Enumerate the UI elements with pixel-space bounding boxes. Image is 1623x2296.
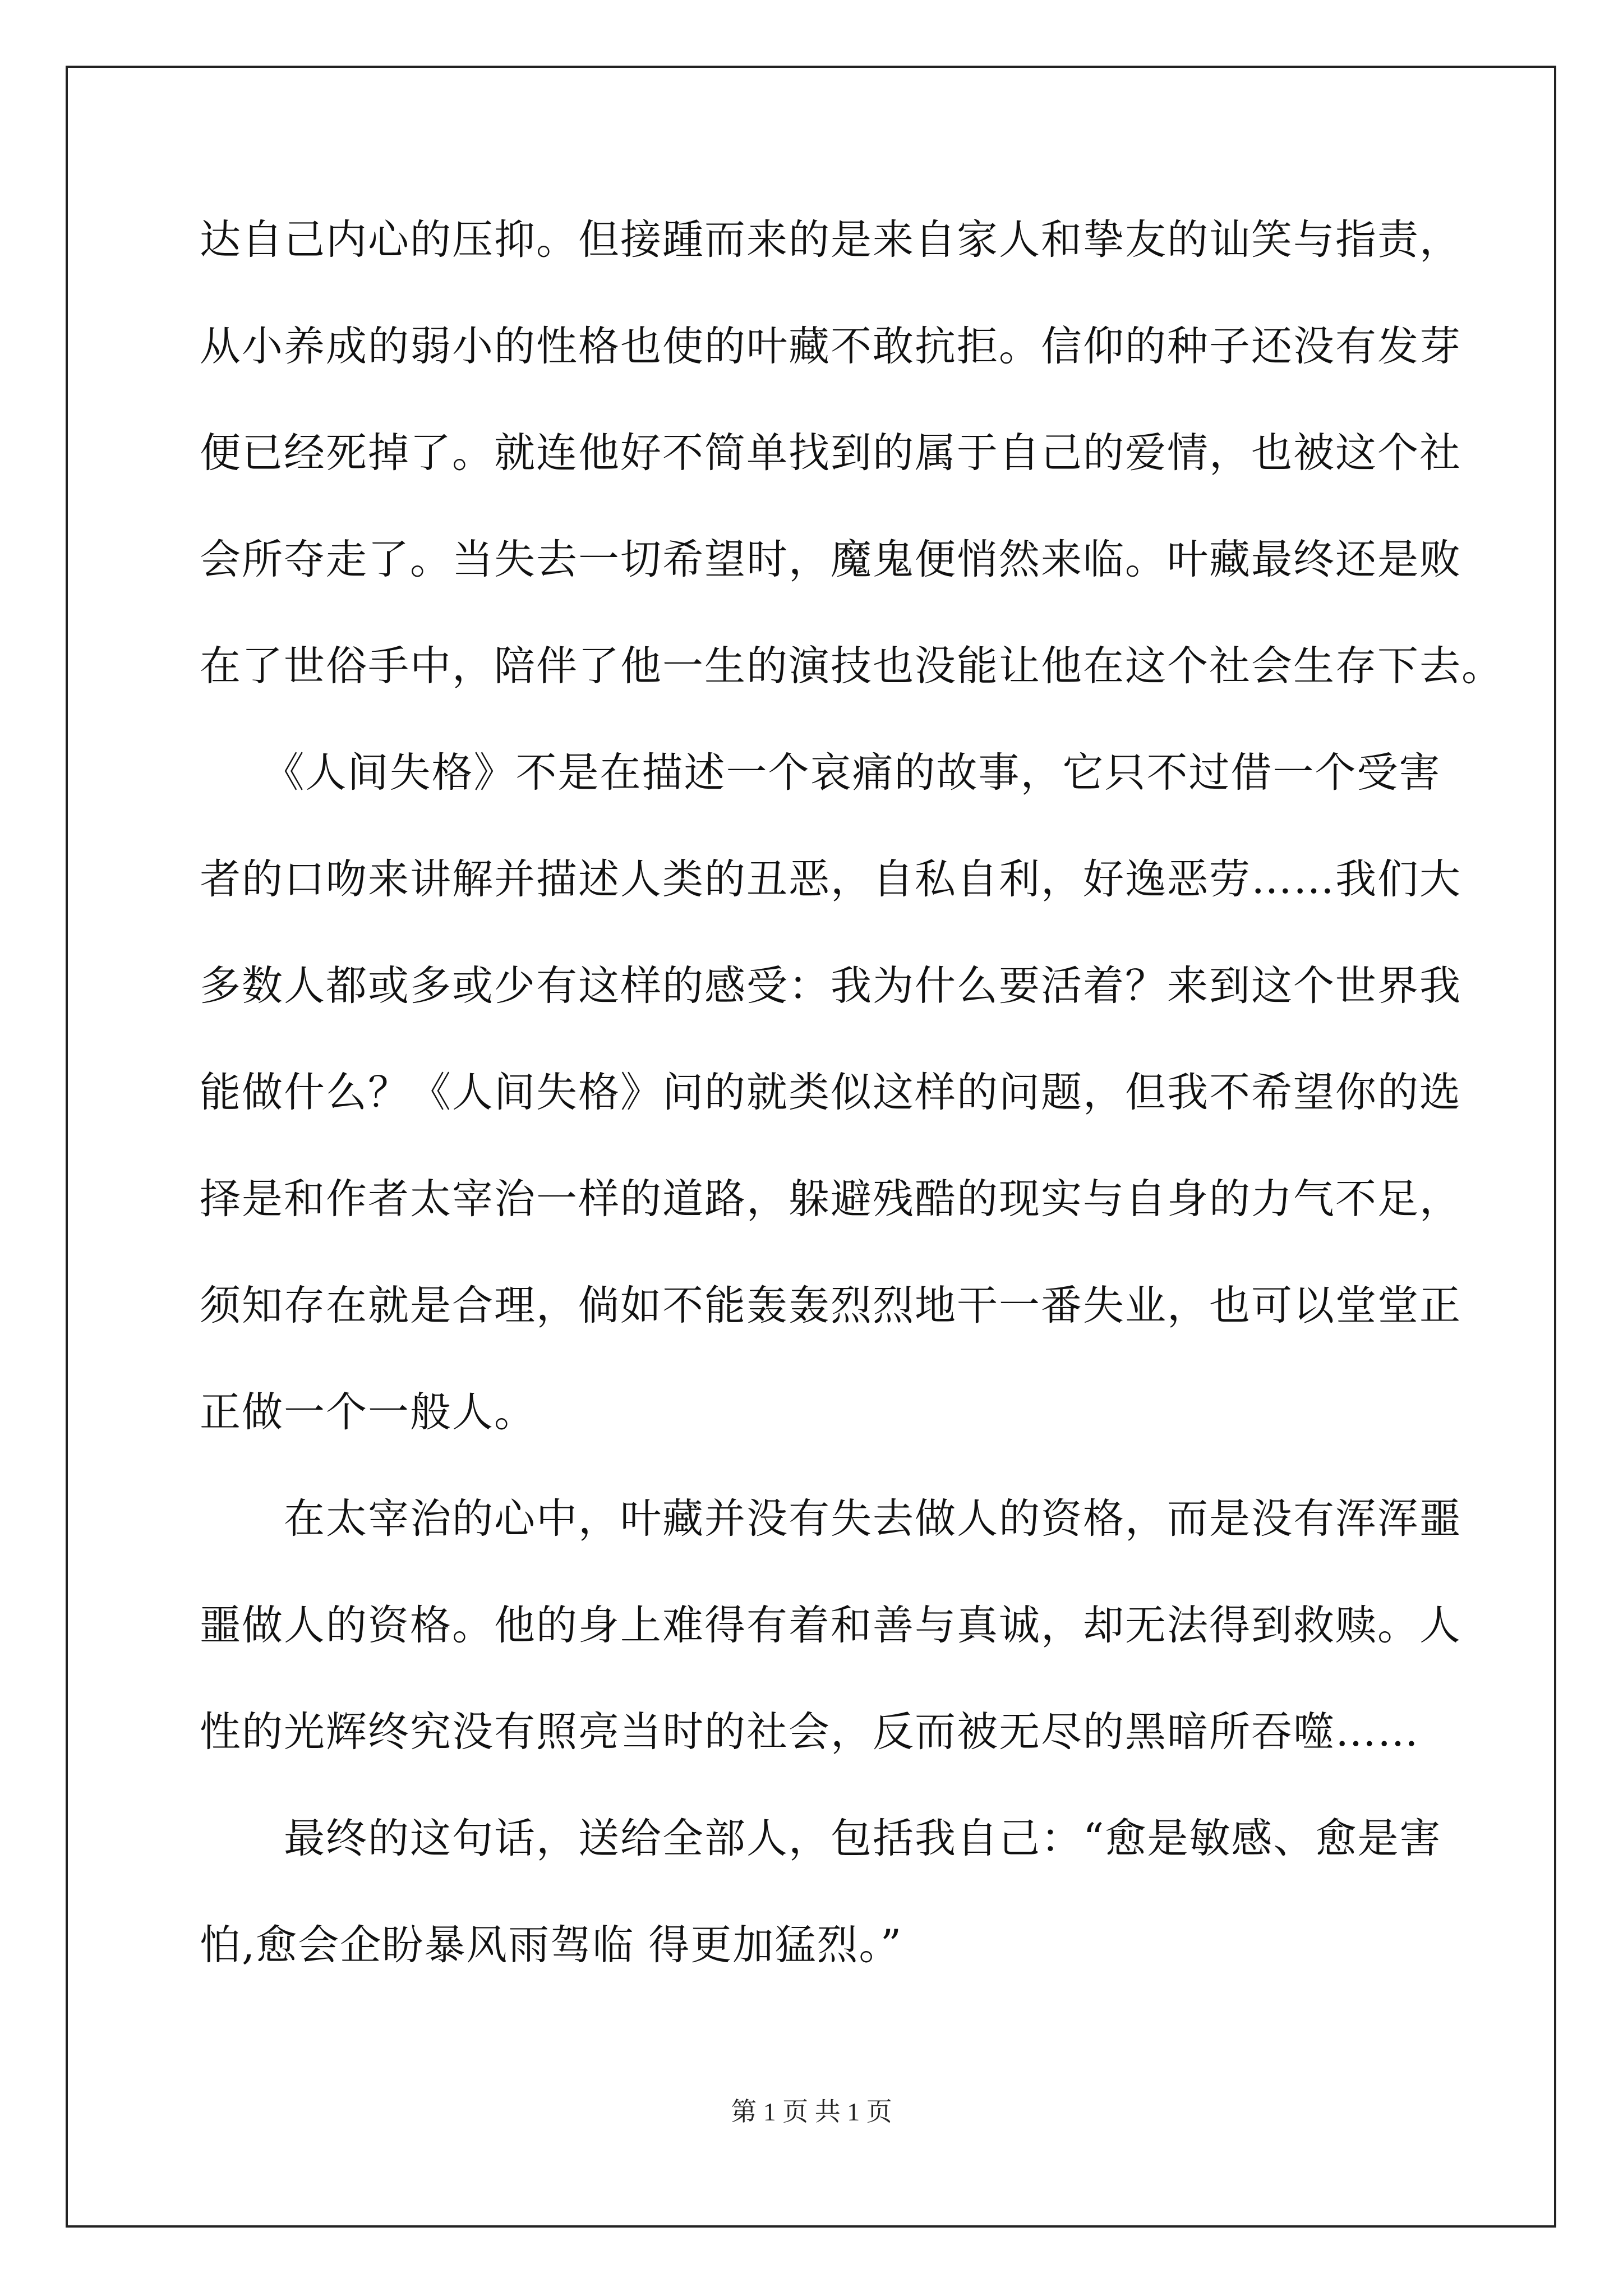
text-line: 达自己内心的压抑。但接踵而来的是来自家人和挚友的讪笑与指责， <box>200 216 1461 264</box>
text-line: 噩做人的资格。他的身上难得有着和善与真诚，却无法得到救赎。人 <box>200 1602 1461 1649</box>
page-number-footer: 第 1 页 共 1 页 <box>731 2097 892 2126</box>
text-line: 须知存在就是合理，倘如不能轰轰烈烈地干一番失业，也可以堂堂正 <box>200 1282 1461 1329</box>
page-border <box>66 66 1556 2228</box>
text-line: 者的口吻来讲解并描述人类的丑恶，自私自利，好逸恶劳……我们大 <box>200 855 1461 903</box>
text-line: 从小养成的弱小的性格也使的叶藏不敢抗拒。信仰的种子还没有发芽 <box>200 323 1461 370</box>
text-line: 性的光辉终究没有照亮当时的社会，反而被无尽的黑暗所吞噬…… <box>200 1708 1419 1756</box>
text-line: 能做什么？《人间失格》问的就类似这样的问题，但我不希望你的选 <box>200 1069 1461 1116</box>
text-line: 择是和作者太宰治一样的道路，躲避残酷的现实与自身的力气不足， <box>200 1175 1461 1223</box>
text-line: 在了世俗手中，陪伴了他一生的演技也没能让他在这个社会生存下去。 <box>200 642 1504 690</box>
text-line: 会所夺走了。当失去一切希望时，魔鬼便悄然来临。叶藏最终还是败 <box>200 536 1461 583</box>
paragraph-start-line: 在太宰治的心中，叶藏并没有失去做人的资格，而是没有浑浑噩 <box>200 1495 1461 1543</box>
text-line: 多数人都或多或少有这样的感受：我为什么要活着？来到这个世界我 <box>200 962 1461 1010</box>
paragraph-start-line: 《人间失格》不是在描述一个哀痛的故事，它只不过借一个受害 <box>200 749 1441 797</box>
text-line: 便已经死掉了。就连他好不简单找到的属于自己的爱情，也被这个社 <box>200 429 1461 477</box>
text-line: 正做一个一般人。 <box>200 1388 536 1436</box>
paragraph-start-line: 最终的这句话，送给全部人，包括我自己：“愈是敏感、愈是害 <box>200 1815 1442 1862</box>
text-line: 怕,愈会企盼暴风雨驾临 得更加猛烈。” <box>200 1921 903 1969</box>
